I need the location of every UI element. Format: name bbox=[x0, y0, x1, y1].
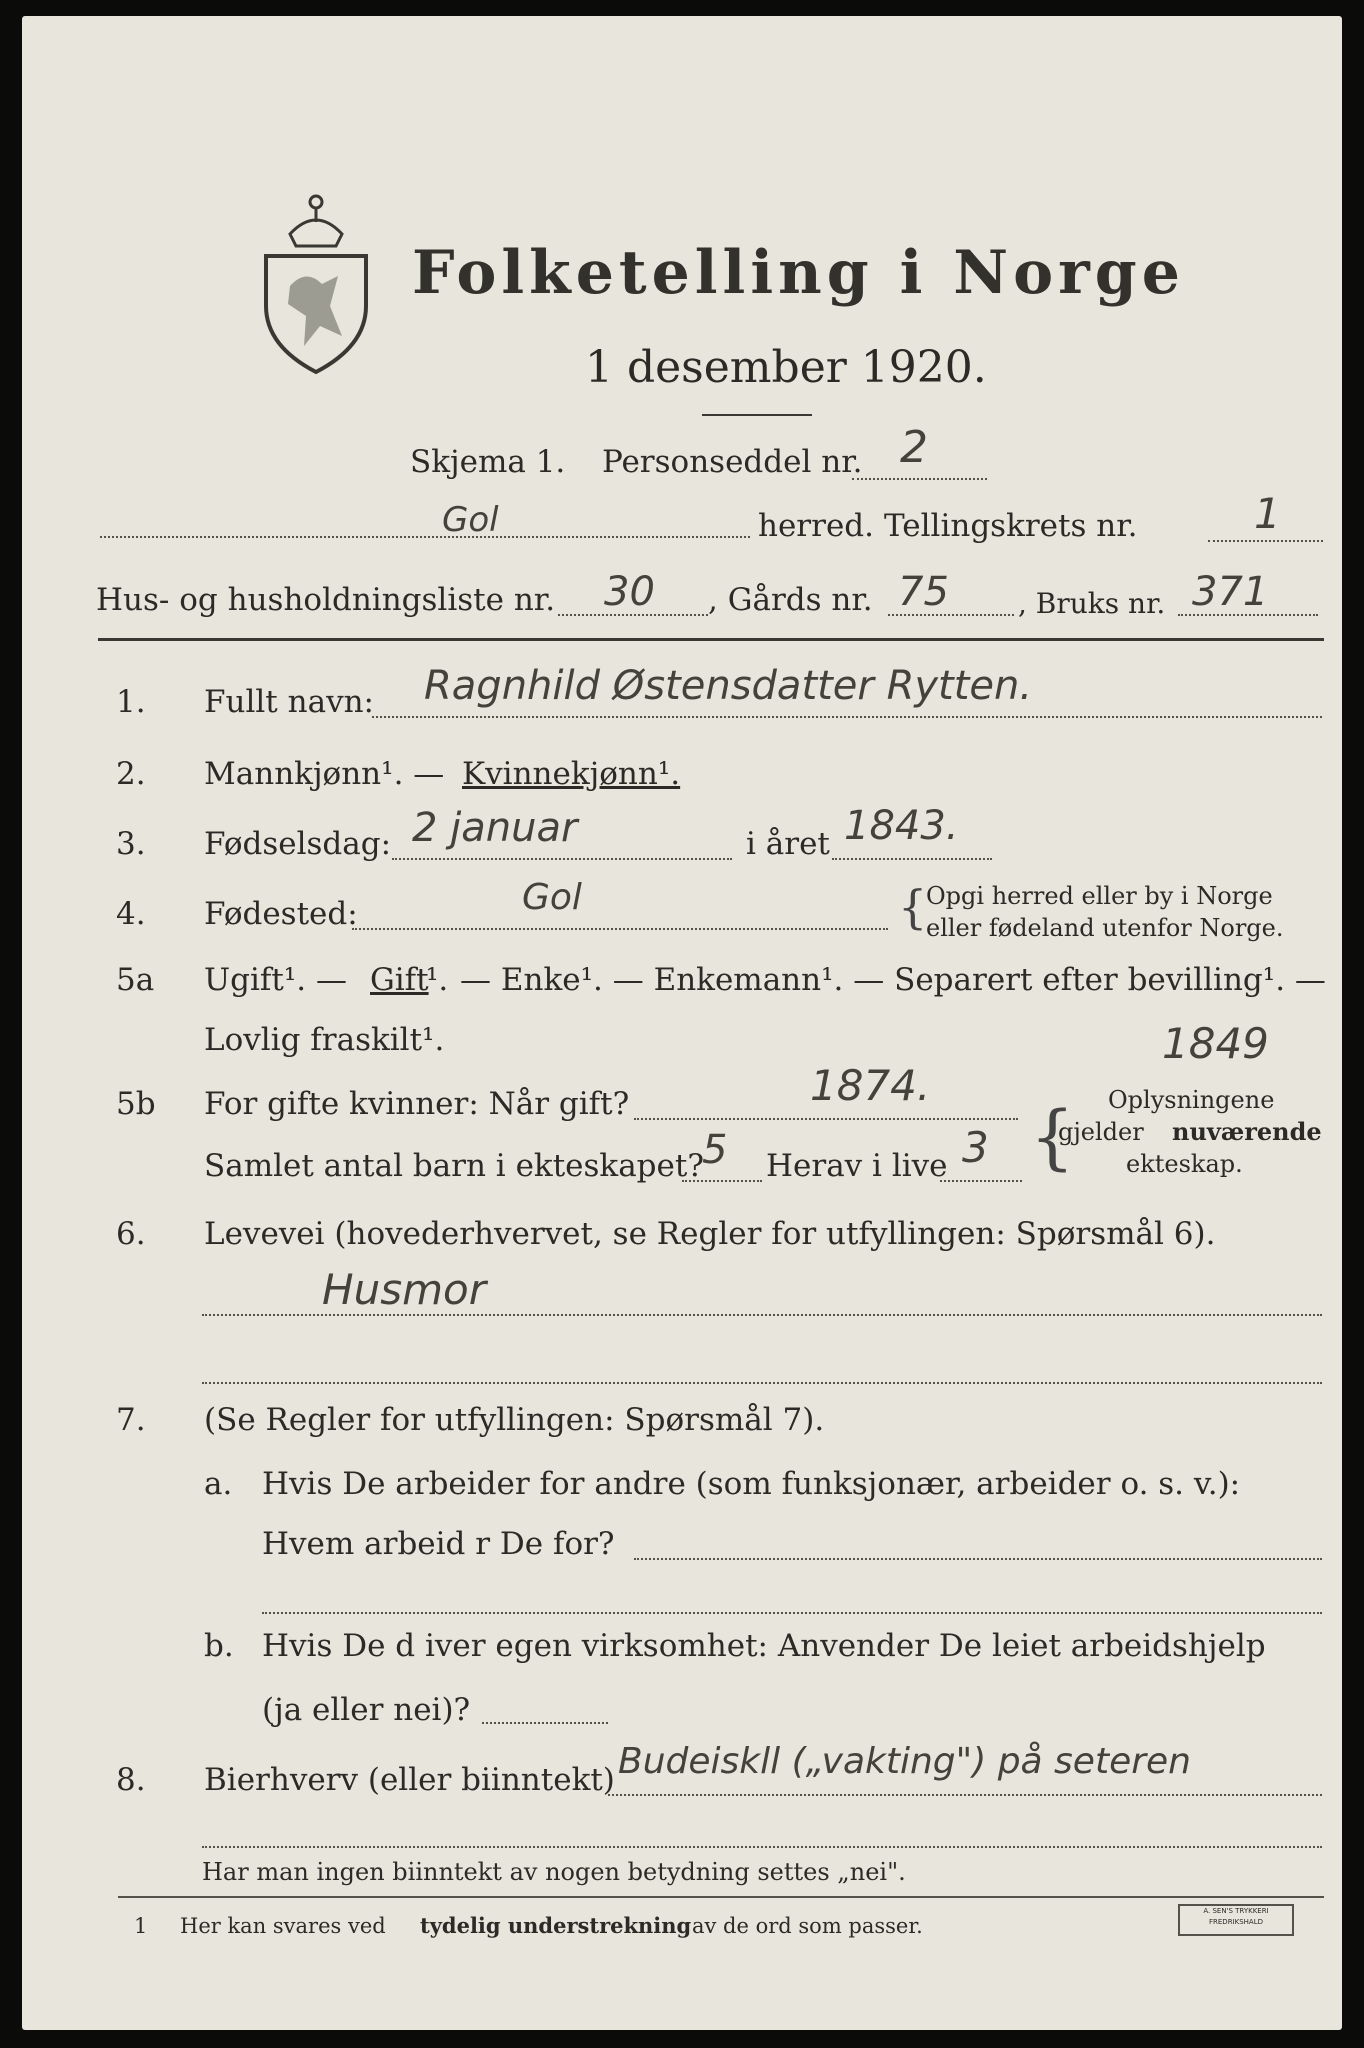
title-divider bbox=[702, 414, 812, 416]
note-nei: Har man ingen biinntekt av nogen betydning settes „nei". bbox=[202, 1858, 906, 1886]
q3-date-line bbox=[392, 858, 732, 860]
personseddel-value: 2 bbox=[900, 422, 928, 473]
herred-value: Gol bbox=[442, 500, 499, 540]
q4-number: 4. bbox=[116, 896, 146, 932]
q8-number: 8. bbox=[116, 1762, 146, 1798]
children-alive-value: 3 bbox=[962, 1123, 989, 1172]
q5b-note-3: ekteskap. bbox=[1126, 1150, 1243, 1178]
skjema-label: Skjema 1. bbox=[410, 444, 566, 480]
q5a-ugift: Ugift¹. — bbox=[204, 962, 347, 998]
q5b-label: For gifte kvinner: Når gift? bbox=[204, 1086, 630, 1122]
personseddel-label: Personseddel nr. bbox=[602, 444, 863, 480]
footnote-a: Her kan svares ved bbox=[180, 1914, 386, 1938]
printer-stamp: A. SEN'S TRYKKERI FREDRIKSHALD bbox=[1178, 1904, 1294, 1936]
q1-number: 1. bbox=[116, 684, 146, 720]
q4-note-1: Opgi herred eller by i Norge bbox=[926, 882, 1273, 910]
q3-label: Fødselsdag: bbox=[204, 826, 392, 862]
birthplace-value: Gol bbox=[522, 877, 582, 918]
header-divider bbox=[98, 638, 1324, 641]
q5b-brace: { bbox=[1030, 1096, 1075, 1178]
q6-line-1 bbox=[202, 1314, 1322, 1316]
q5b-note-2a: gjelder bbox=[1058, 1118, 1144, 1146]
q5b-note-1: Oplysningene bbox=[1108, 1086, 1275, 1114]
footnote-c: av de ord som passer. bbox=[692, 1914, 923, 1938]
footnote-mark: 1 bbox=[134, 1914, 148, 1938]
q7a-line-2 bbox=[262, 1612, 1322, 1614]
gards-label: , Gårds nr. bbox=[708, 582, 873, 618]
q1-label: Fullt navn: bbox=[204, 684, 374, 720]
birth-date-value: 2 januar bbox=[412, 805, 578, 851]
herred-line bbox=[100, 536, 750, 538]
birth-year-value: 1843. bbox=[844, 803, 959, 849]
q8-label: Bierhverv (eller biinntekt) bbox=[204, 1762, 615, 1798]
coat-of-arms-icon bbox=[250, 176, 382, 376]
q5a-number: 5a bbox=[116, 962, 155, 998]
married-year-value: 1874. bbox=[810, 1061, 931, 1110]
footnote-b: tydelig understrekning bbox=[420, 1913, 692, 1938]
footnote-divider bbox=[118, 1896, 1324, 1898]
q5a-rest: — Enke¹. — Enkemann¹. — Separert efter bevilling¹. — bbox=[460, 962, 1326, 998]
q7a-letter: a. bbox=[204, 1466, 233, 1502]
children-total-value: 5 bbox=[702, 1127, 728, 1173]
q7b-line bbox=[482, 1722, 608, 1724]
q1-line bbox=[372, 716, 1322, 718]
bruks-label: , Bruks nr. bbox=[1018, 587, 1166, 620]
q7-number: 7. bbox=[116, 1402, 146, 1438]
q7-label: (Se Regler for utfyllingen: Spørsmål 7). bbox=[204, 1402, 825, 1438]
census-form bbox=[22, 16, 1342, 2030]
q4-label: Fødested: bbox=[204, 896, 358, 932]
q3-year-label: i året bbox=[746, 826, 830, 862]
q7a-line-1 bbox=[634, 1558, 1322, 1560]
margin-year-value: 1849 bbox=[1162, 1019, 1269, 1068]
q5b-children-label: Samlet antal barn i ekteskapet? bbox=[204, 1148, 704, 1184]
q3-year-line bbox=[832, 858, 992, 860]
gards-value: 75 bbox=[898, 569, 949, 615]
bruks-value: 371 bbox=[1192, 569, 1269, 615]
q4-brace: { bbox=[898, 880, 928, 934]
q4-line bbox=[352, 928, 888, 930]
q5b-alive-line bbox=[940, 1180, 1022, 1182]
q7b-letter: b. bbox=[204, 1628, 234, 1664]
q6-number: 6. bbox=[116, 1216, 146, 1252]
q2-number: 2. bbox=[116, 756, 146, 792]
q7b-text: Hvis De d iver egen virksomhet: Anvender De leiet arbeidshjelp bbox=[262, 1628, 1266, 1664]
q5a-gift-mark: ¹. bbox=[426, 962, 449, 998]
q5b-married-line bbox=[634, 1118, 1018, 1120]
hus-label: Hus- og husholdningsliste nr. bbox=[96, 582, 556, 618]
q5b-number: 5b bbox=[116, 1086, 156, 1122]
personseddel-line bbox=[852, 478, 987, 480]
q6-line-2 bbox=[202, 1382, 1322, 1384]
hus-value: 30 bbox=[604, 569, 655, 615]
form-title: Folketelling i Norge bbox=[412, 238, 1185, 308]
tellingskrets-line bbox=[1208, 540, 1323, 542]
q7b-question: (ja eller nei)? bbox=[262, 1692, 471, 1728]
herred-label: herred. bbox=[758, 508, 874, 544]
form-date: 1 desember 1920. bbox=[585, 342, 987, 393]
q8-line-2 bbox=[202, 1846, 1322, 1848]
tellingskrets-label: Tellingskrets nr. bbox=[884, 508, 1138, 544]
q5a-line2: Lovlig fraskilt¹. bbox=[204, 1022, 445, 1058]
q2-male-label: Mannkjønn¹. — bbox=[204, 756, 445, 792]
full-name-value: Ragnhild Østensdatter Rytten. bbox=[424, 663, 1033, 709]
q4-note-2: eller fødeland utenfor Norge. bbox=[926, 914, 1284, 942]
q5b-children-line bbox=[682, 1180, 762, 1182]
q5b-note-2b: nuværende bbox=[1172, 1117, 1322, 1146]
q6-label: Levevei (hovederhvervet, se Regler for utfyllingen: Spørsmål 6). bbox=[204, 1216, 1216, 1252]
occupation-value: Husmor bbox=[322, 1265, 486, 1314]
q3-number: 3. bbox=[116, 826, 146, 862]
q8-line-1 bbox=[608, 1794, 1322, 1796]
tellingskrets-value: 1 bbox=[1254, 489, 1281, 538]
q5b-alive-label: Herav i live bbox=[766, 1148, 948, 1184]
q5a-gift: Gift bbox=[370, 962, 429, 998]
q7a-text: Hvis De arbeider for andre (som funksjonær, arbeider o. s. v.): bbox=[262, 1466, 1241, 1502]
q2-female-label: Kvinnekjønn¹. bbox=[462, 756, 681, 792]
side-income-value: Budeiskll („vakting") på seteren bbox=[618, 1741, 1191, 1782]
q7a-question: Hvem arbeid r De for? bbox=[262, 1526, 615, 1562]
